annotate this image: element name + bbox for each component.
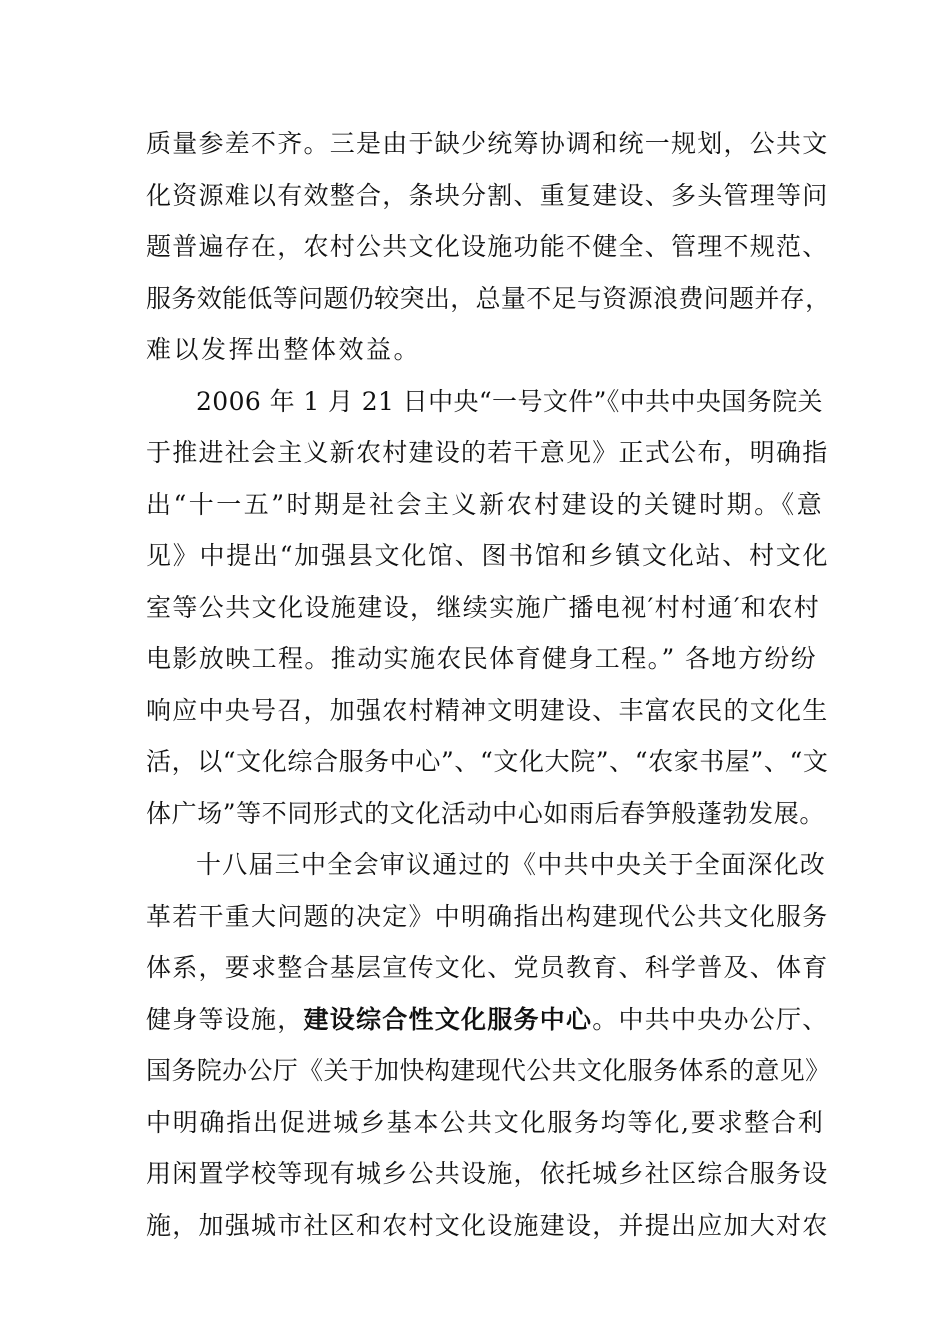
paragraph-start-line: 十八届三中全会审议通过的《中共中央关于全面深化改 — [196, 850, 827, 879]
text-line: 见》中提出“加强县文化馆、图书馆和乡镇文化站、村文化 — [146, 541, 830, 570]
paragraph-start-line: 2006 年 1 月 21 日中央“一号文件”《中共中央国务院关 — [196, 386, 823, 416]
text-line: 服务效能低等问题仍较突出，总量不足与资源浪费问题并存， — [146, 283, 831, 313]
bold-emphasis-text: 建设综合性文化服务中心 — [303, 1004, 593, 1034]
text-line: 施，加强城市社区和农村文化设施建设，并提出应加大对农 — [146, 1210, 829, 1240]
text-line: 用闲置学校等现有城乡公共设施，依托城乡社区综合服务设 — [146, 1159, 829, 1188]
text-line: 活，以“文化综合服务中心”、“文化大院”、“农家书屋”、“文 — [146, 747, 829, 776]
text-line: 化资源难以有效整合，条块分割、重复建设、多头管理等问 — [146, 180, 829, 210]
text-line: 出“十一五”时期是社会主义新农村建设的关键时期。《意 — [146, 489, 825, 519]
text-line: 电影放映工程。推动实施农民体育健身工程。” 各地方纷纷 — [146, 644, 818, 673]
text-line: 革若干重大问题的决定》中明确指出构建现代公共文化服务 — [146, 901, 829, 931]
body-text — [146, 118, 830, 1251]
text-line-with-emphasis — [146, 994, 830, 1046]
text-line: 于推进社会主义新农村建设的若干意见》正式公布，明确指 — [146, 438, 829, 467]
text-line: 体广场”等不同形式的文化活动中心如雨后春笋般蓬勃发展。 — [146, 798, 825, 828]
plain-text-segment: 健身等设施， — [146, 1004, 304, 1034]
plain-text-segment: 。中共中央办公厅、 — [592, 1004, 829, 1034]
text-line: 体系，要求整合基层宣传文化、党员教育、科学普及、体育 — [146, 953, 829, 982]
text-line: 中明确指出促进城乡基本公共文化服务均等化,要求整合利 — [146, 1107, 825, 1137]
text-line: 题普遍存在，农村公共文化设施功能不健全、管理不规范、 — [146, 232, 829, 261]
text-line: 响应中央号召，加强农村精神文明建设、丰富农民的文化生 — [146, 695, 829, 725]
text-line: 质量参差不齐。三是由于缺少统筹协调和统一规划，公共文 — [146, 129, 829, 158]
text-line: 室等公共文化设施建设，继续实施广播电视′村村通′和农村 — [146, 592, 821, 622]
text-line: 国务院办公厅《关于加快构建现代公共文化服务体系的意见》 — [146, 1056, 831, 1085]
text-line: 难以发挥出整体效益。 — [146, 335, 422, 364]
